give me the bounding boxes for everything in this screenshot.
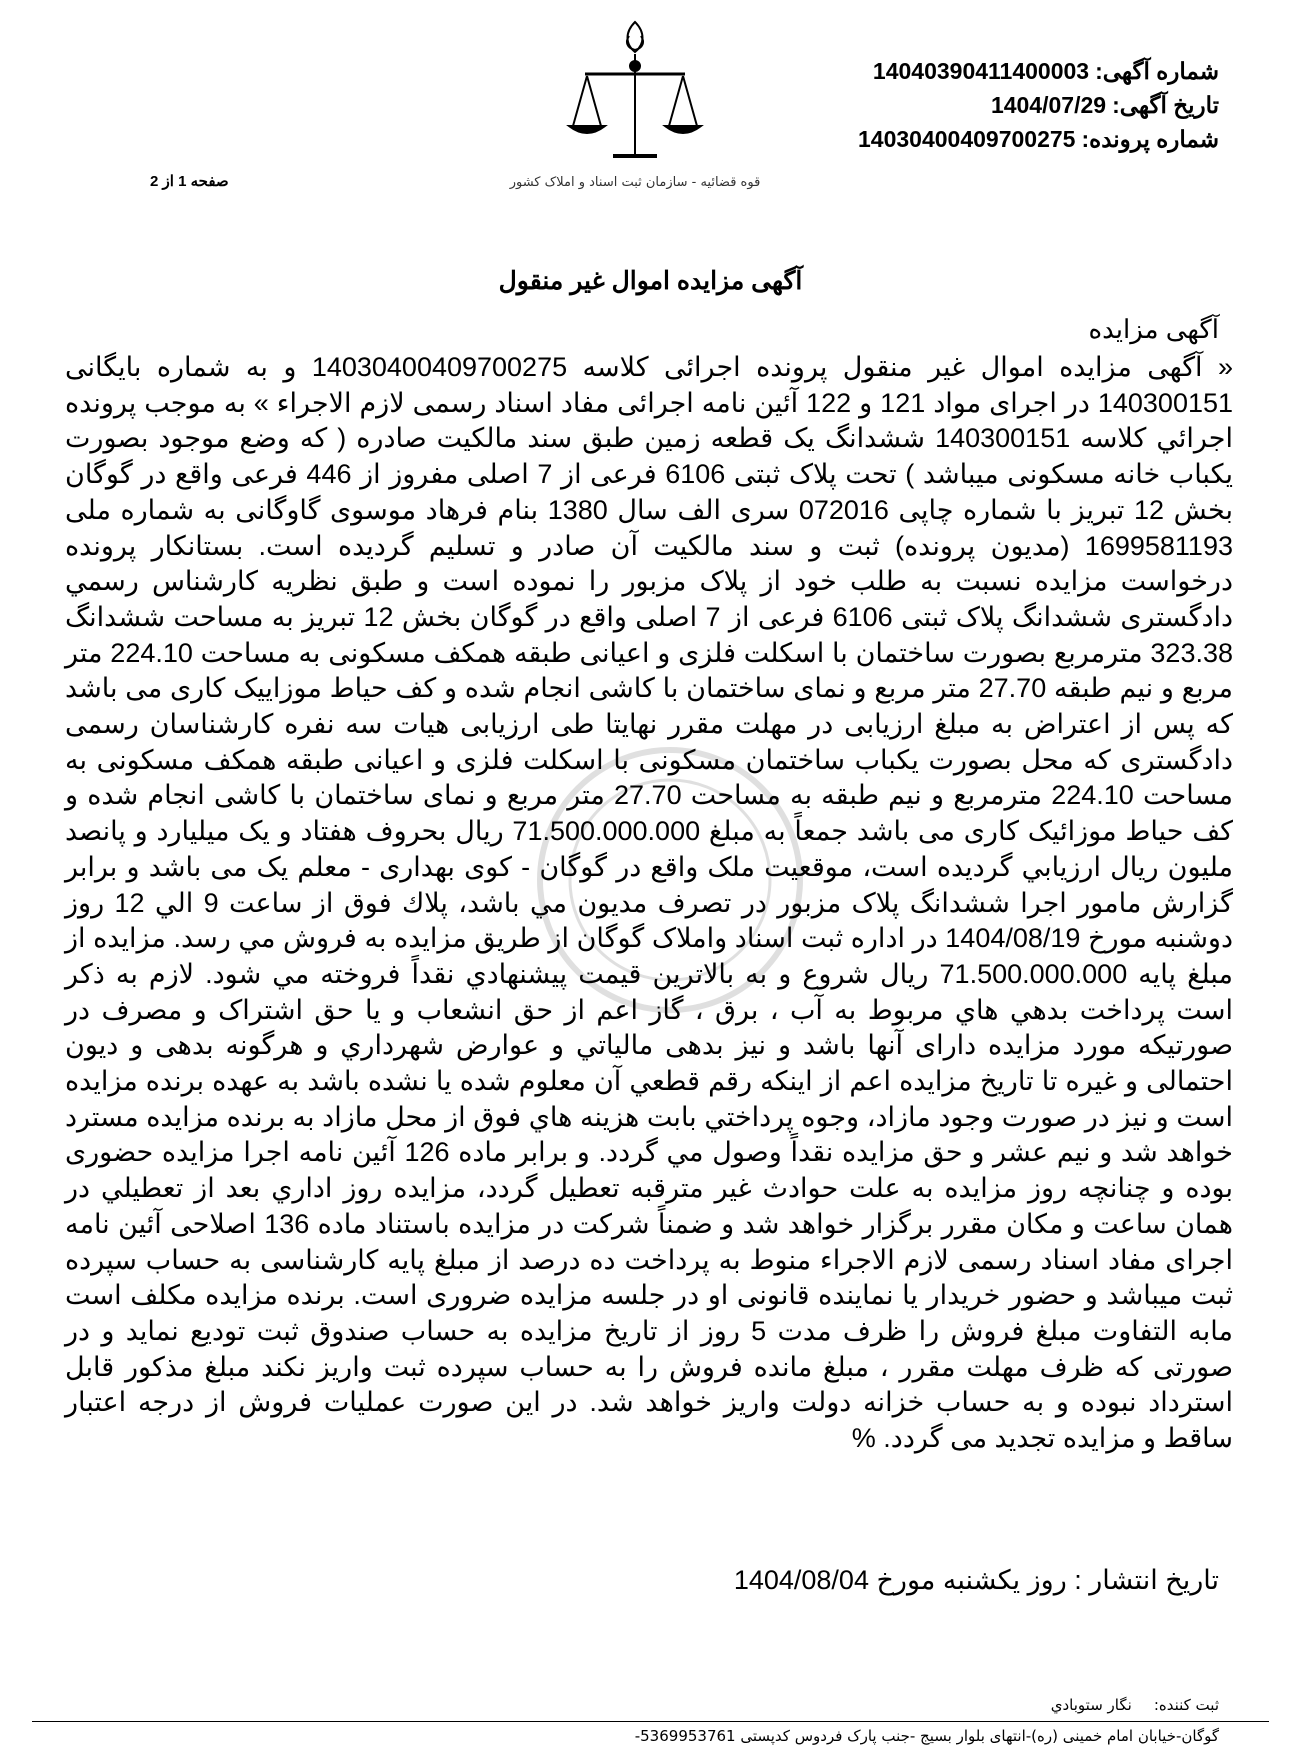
- notice-body: « آگهی مزایده اموال غیر منقول پرونده اجرائی کلاسه 14030400409700275 و به شماره بایگانی 140300151 در اجرای مواد 121 و 122 آئین نامه اجرائی مفاد اسناد رسمی لازم الاجراء » به موجب پرونده اجرائي كلاسه 140300151 ششدانگ یک قطعه زمین طبق سند مالکیت صادره ( که وضع موجود بصورت یکباب خانه مسکونی میباشد ) تحت پلاک ثبتی 6106 فرعی از 7 اصلی مفروز از 446 فرعی واقع در گوگان بخش 12 تبریز با شماره چاپی 072016 سری الف سال 1380 بنام فرهاد موسوی گاوگانی به شماره ملی 1699581193 (مدیون پرونده) ثبت و سند مالکیت آن صادر و تسلیم گردیده است. بستانکار پرونده درخواست مزایده نسبت به طلب خود از پلاک مزبور را نموده است و طبق نظریه کارشناس رسمي دادگستری ششدانگ پلاک ثبتی 6106 فرعی از 7 اصلی واقع در گوگان بخش 12 تبریز به مساحت ششدانگ 323.38 مترمربع بصورت ساختمان با اسکلت فلزی و اعیانی طبقه همکف مسکونی به مساحت 224.10 متر مربع و نیم طبقه 27.70 متر مربع و نمای ساختمان با کاشی انجام شده و کف حیاط موزاییک کاری می باشد که پس از اعتراض به مبلغ ارزیابی در مهلت مقرر نهایتا طی ارزیابی هیات سه نفره کارشناسان رسمی دادگستری که محل بصورت یکباب ساختمان مسکونی با اسکلت فلزی و اعیانی طبقه همکف مسکونی به مساحت 224.10 مترمربع و نیم طبقه به مساحت 27.70 متر مربع و نمای ساختمان با کاشی انجام شده و کف حیاط موزائیک کاری می باشد جمعاً به مبلغ 71.500.000.000 ریال بحروف هفتاد و یک میلیارد و پانصد ملیون ریال ارزیابي گردیده است، موقعیت ملک واقع در گوگان - کوی بهداری - معلم یک می باشد و برابر گزارش مامور اجرا ششدانگ پلاک مزبور در تصرف مدیون مي باشد، پلاك فوق از ساعت 9 الي 12 روز دوشنبه مورخ 1404/08/19 در اداره ثبت اسناد واملاک گوگان از طريق مزايده به فروش مي رسد. مزایده از مبلغ پایه 71.500.000.000 ریال شروع و به بالاترین قیمت پیشنهادي نقداً فروخته مي شود. لازم به ذکر است پرداخت بدهي هاي مربوط به آب ، برق ، گاز اعم از حق انشعاب و یا حق اشتراک و مصرف در صورتیکه مورد مزایده دارای آنها باشد و نیز بدهی مالیاتي و عوارض شهرداري و هرگونه بدهی و دیون احتمالی و غیره تا تاریخ مزایده اعم از اینکه رقم قطعي آن معلوم شده یا نشده باشد به عهده برنده مزایده است و نیز در صورت وجود مازاد، وجوه پرداختي بابت هزينه هاي فوق از محل مازاد به برنده مزایده مسترد خواهد شد و نیم عشر و حق مزایده نقداً وصول مي گردد. و برابر ماده 126 آئین نامه اجرا مزایده حضوری بوده و چنانچه روز مزایده به علت حوادث غیر مترقبه تعطیل گردد، مزایده روز اداري بعد از تعطیلي در همان ساعت و مکان مقرر برگزار خواهد شد و ضمناً شرکت در مزایده باستناد ماده 136 اصلاحی آئین نامه اجرای مفاد اسناد رسمی لازم الاجراء منوط به پرداخت ده درصد از مبلغ پایه کارشناسی به حساب سپرده ثبت میباشد و حضور خریدار یا نماینده قانونی او در جلسه مزایده ضروری است. برنده مزایده مکلف است مابه التفاوت مبلغ فروش را ظرف مدت 5 روز از تاریخ مزایده به حساب صندوق ثبت تودیع نماید و در صورتی که ظرف مهلت مقرر ، مبلغ مانده فروش را به حساب سپرده ثبت واریز نکند مبلغ مذکور قابل استرداد نبوده و به حساب خزانه دولت واریز خواهد شد. در این صورت عملیات فروش از درجه اعتبار ساقط و مزایده تجدید می گردد. %: [65, 352, 1234, 1454]
- registrar-name: نگار ستوبادي: [1050, 1696, 1132, 1714]
- notice-number-row: [858, 54, 1219, 88]
- file-number: 14030400409700275: [858, 126, 1076, 152]
- footer-address: گوگان-خیابان امام خمینی (ره)-انتهای بلوار بسیج -جنب پارک فردوس کدپستی 5369953761-: [634, 1727, 1219, 1745]
- document-title: آگهی مزایده اموال غیر منقول: [498, 267, 803, 295]
- judiciary-emblem-icon: [509, 14, 761, 214]
- document-subtitle: آگهی مزایده: [1088, 314, 1219, 344]
- file-number-row: [858, 122, 1219, 156]
- file-number-label: شماره پرونده:: [1081, 126, 1219, 152]
- header-meta: [858, 54, 1219, 156]
- notice-date-row: [858, 88, 1219, 122]
- notice-number: 14040390411400003: [872, 58, 1090, 84]
- footer-divider: [32, 1721, 1269, 1722]
- publication-date: تاریخ انتشار : روز یکشنبه مورخ 1404/08/04: [733, 1565, 1219, 1595]
- logo-text: قوه قضائیه - سازمان ثبت اسناد و املاک کشور: [509, 175, 761, 190]
- page-number: صفحه 1 از 2: [150, 173, 229, 190]
- registrar: [1029, 1696, 1219, 1714]
- notice-date: 1404/07/29: [990, 92, 1107, 118]
- notice-date-label: تاریخ آگهی:: [1112, 92, 1219, 118]
- notice-number-label: شماره آگهی:: [1095, 58, 1219, 84]
- registrar-label: ثبت کننده:: [1153, 1696, 1219, 1714]
